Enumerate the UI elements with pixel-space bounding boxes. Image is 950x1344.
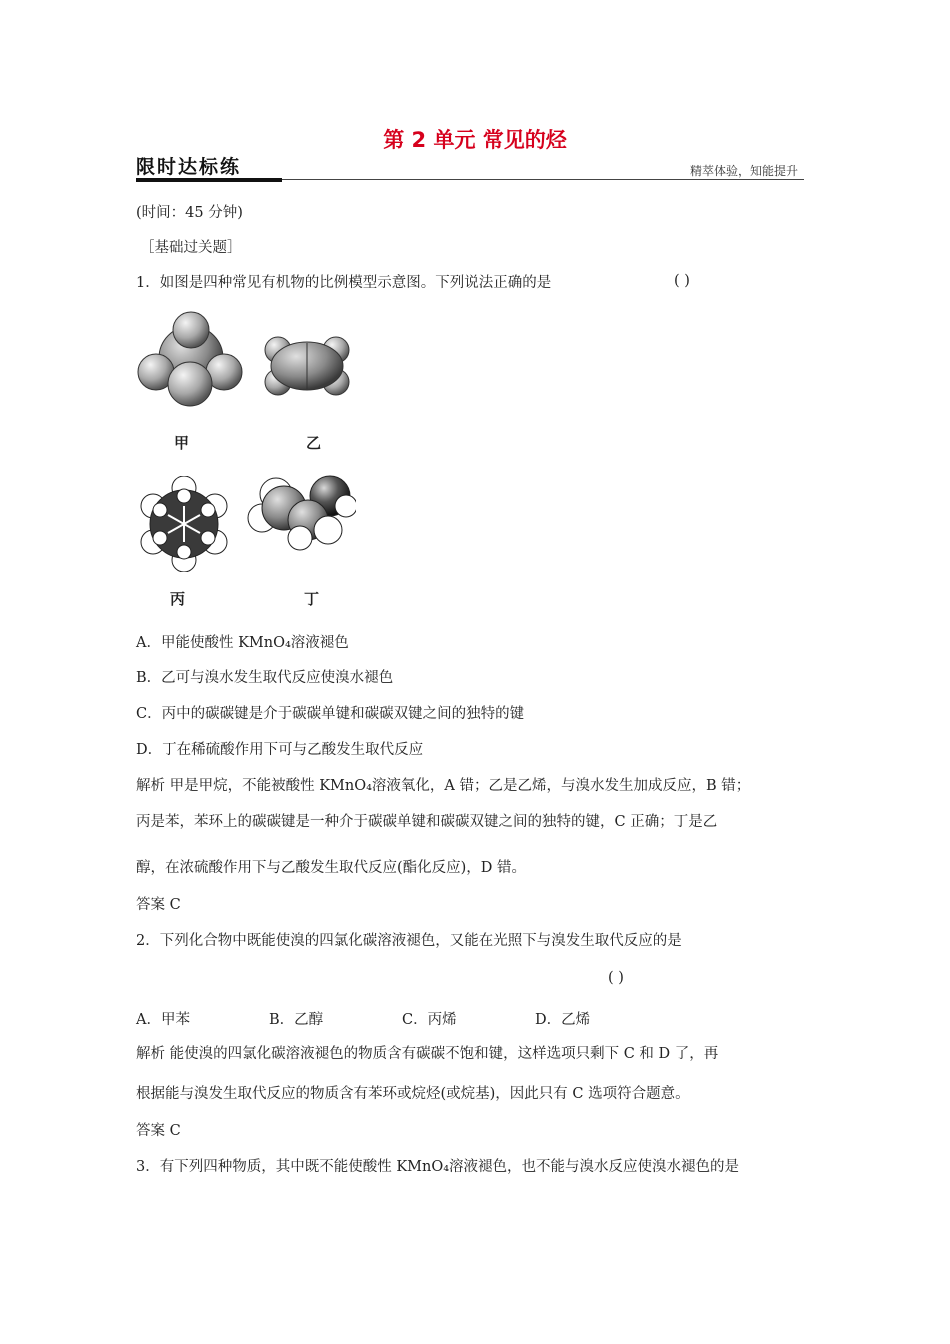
label-yi: 乙: [306, 434, 322, 452]
q2-analysis-line-1: 解析 能使溴的四氯化碳溶液褪色的物质含有碳碳不饱和键，这样选项只剩下 C 和 D 了，再: [136, 1046, 719, 1062]
ethanol-model-icon: [246, 472, 356, 552]
q1-stem: 1．如图是四种常见有机物的比例模型示意图。下列说法正确的是: [136, 275, 552, 291]
methane-model-icon: [136, 310, 246, 410]
q2-option-c: C．丙烯: [402, 1012, 457, 1028]
q1-answer-bracket: ( ): [674, 273, 690, 289]
q2-answer: 答案 C: [136, 1123, 181, 1139]
section-label: ［基础过关题］: [140, 240, 242, 256]
q2-option-a: A．甲苯: [136, 1012, 190, 1028]
q2-option-d: D．乙烯: [535, 1012, 591, 1028]
q2-answer-bracket: ( ): [608, 970, 624, 986]
q1-analysis-line-3: 醇，在浓硫酸作用下与乙酸发生取代反应(酯化反应)，D 错。: [136, 860, 527, 876]
q2-stem: 2．下列化合物中既能使溴的四氯化碳溶液褪色，又能在光照下与溴发生取代反应的是: [136, 933, 682, 949]
time-limit: (时间：45 分钟): [136, 205, 243, 221]
q2-option-b: B．乙醇: [269, 1012, 324, 1028]
page-title: 第 2 单元 常见的烃: [383, 128, 567, 152]
q3-stem: 3．有下列四种物质，其中既不能使酸性 KMnO₄溶液褪色，也不能与溴水反应使溴水褪色的是: [136, 1159, 740, 1175]
label-ding: 丁: [304, 590, 320, 608]
section-banner: [136, 150, 804, 184]
q2-options: [136, 1008, 616, 1029]
banner-thick-rule: [136, 178, 282, 182]
benzene-model-icon: [136, 476, 232, 572]
q1-analysis-line-1: 解析 甲是甲烷，不能被酸性 KMnO₄溶液氧化，A 错；乙是乙烯，与溴水发生加成反应，B 错；: [136, 778, 751, 794]
q1-option-d: D．丁在稀硫酸作用下可与乙酸发生取代反应: [136, 742, 424, 758]
q1-option-c: C．丙中的碳碳键是介于碳碳单键和碳碳双键之间的独特的键: [136, 706, 525, 722]
banner-thin-rule: [282, 179, 804, 180]
label-jia: 甲: [174, 434, 190, 452]
q1-answer: 答案 C: [136, 897, 181, 913]
q2-analysis-line-2: 根据能与溴发生取代反应的物质含有苯环或烷烃(或烷基)，因此只有 C 选项符合题意。: [136, 1086, 690, 1102]
ethylene-model-icon: [262, 330, 352, 405]
q1-analysis-line-2: 丙是苯，苯环上的碳碳键是一种介于碳碳单键和碳碳双键之间的独特的键，C 正确；丁是乙: [136, 814, 718, 830]
q1-option-a: A．甲能使酸性 KMnO₄溶液褪色: [136, 635, 349, 651]
banner-left-text: 限时达标练: [136, 156, 242, 178]
banner-right-text: 精萃体验，知能提升: [689, 164, 798, 178]
label-bing: 丙: [170, 590, 186, 608]
q1-option-b: B．乙可与溴水发生取代反应使溴水褪色: [136, 670, 394, 686]
